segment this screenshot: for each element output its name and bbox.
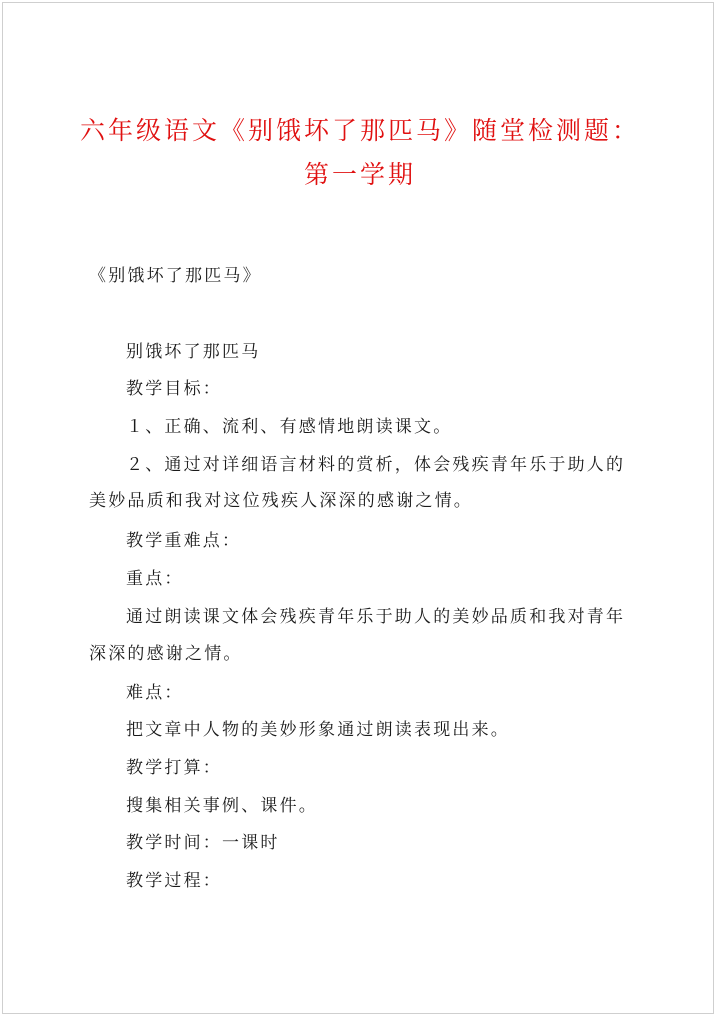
teaching-time: 教学时间：一课时 (126, 833, 280, 853)
goal-1: １、正确、流利、有感情地朗读课文。 (126, 417, 453, 437)
goal-2-line-2: 美妙品质和我对这位残疾人深深的感谢之情。 (89, 491, 473, 511)
key-point-line-1: 通过朗读课文体会残疾青年乐于助人的美妙品质和我对青年 (126, 607, 626, 627)
process-heading: 教学过程： (126, 871, 222, 891)
key-difficulty-heading: 教学重难点： (126, 531, 242, 551)
key-point-line-2: 深深的感谢之情。 (89, 644, 243, 664)
difficulty-heading: 难点： (126, 683, 184, 703)
preparation-heading: 教学打算： (126, 758, 222, 778)
book-title: 《别饿坏了那匹马》 (89, 266, 262, 286)
preparation-text: 搜集相关事例、课件。 (126, 796, 318, 816)
lesson-title: 别饿坏了那匹马 (126, 342, 261, 362)
document-title-line-1: 六年级语文《别饿坏了那匹马》随堂检测题： (79, 116, 640, 145)
difficulty-text: 把文章中人物的美妙形象通过朗读表现出来。 (126, 720, 510, 740)
goals-heading: 教学目标： (126, 379, 222, 399)
key-point-heading: 重点： (126, 569, 184, 589)
document-title-line-2: 第一学期 (303, 160, 416, 189)
goal-2-line-1: ２、通过对详细语言材料的赏析，体会残疾青年乐于助人的 (126, 455, 626, 475)
